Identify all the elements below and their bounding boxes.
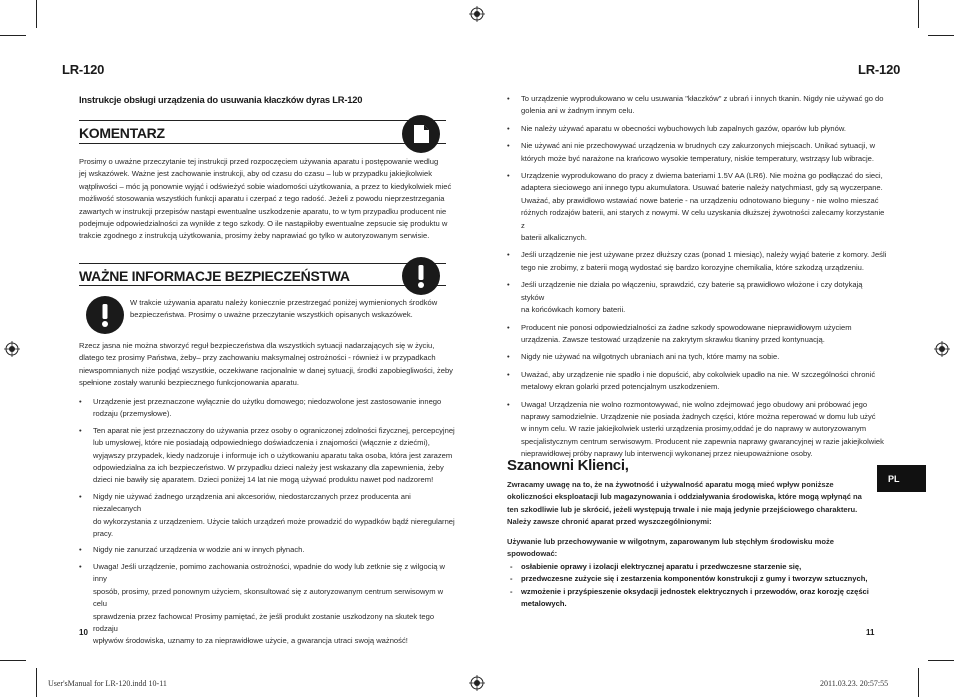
list-item-line: Ten aparat nie jest przeznaczony do używania przez osoby o ograniczonej zdolności fizycznej, percepcyjnej bbox=[93, 425, 455, 435]
list-item-line: Nigdy nie zanurzać urządzenia w wodzie ani w innych płynach. bbox=[93, 545, 305, 555]
list-item-line: Nie używać ani nie przechowywać urządzenia w brudnych czy zakurzonych miejscach. Unikać sytuacji, w bbox=[521, 141, 876, 151]
warning-line: W trakcie używania aparatu należy koniecznie przestrzegać poniżej wymienionych środków bbox=[130, 298, 438, 307]
manual-title: Instrukcje obsługi urządzenia do usuwania kłaczków dyras LR-120 bbox=[79, 94, 363, 105]
safety-heading: WAŻNE INFORMACJE BEZPIECZEŃSTWA bbox=[79, 268, 350, 284]
general-line: niewspomnianych niże podjąć wszystkie, oczekiwane racjonalnie w danej sytuacji, środki zapobiegliwości, żeby bbox=[79, 365, 453, 375]
list-item-line: różnych rodzajów baterii, ani starych z nowymi. W celu uzyskania dłuższej żywotności zalecamy korzystanie z bbox=[521, 208, 885, 230]
storage-text bbox=[507, 536, 834, 561]
document-icon bbox=[402, 115, 440, 153]
dash-list bbox=[507, 561, 887, 611]
general-line: Rzecz jasna nie można stworzyć reguł bezpieczeństwa dla wszystkich sytuacji nadarzających się w życiu, bbox=[79, 341, 435, 350]
customers-line: okoliczności eksploatacji lub magazynowania i oddziaływania środowiska, które mogą wpłynąć na bbox=[507, 492, 862, 502]
list-item-line: urządzenia. Zawsze testować urządzenie na zakrytym skrawku tkaniny przed kontynuacją. bbox=[521, 334, 825, 344]
list-item-line: metalowych. bbox=[521, 599, 567, 609]
right-bullet-list bbox=[507, 93, 887, 461]
list-item-line: Uważać, aby prawidłowo wstawiać nowe baterie - na urządzeniu odnotowano bieguny - nie wolno mieszać bbox=[521, 195, 879, 205]
footer-file: User'sManual for LR-120.indd 10-11 bbox=[48, 679, 167, 688]
list-item-line: na końcówkach komory baterii. bbox=[521, 305, 626, 315]
divider bbox=[79, 285, 446, 286]
comment-line: podejmuje odpowiedzialności za wynikłe z tego szkody. O ile nastąpiłoby ewentualne zepsucie się produktu w bbox=[79, 219, 448, 229]
customers-heading: Szanowni Klienci, bbox=[507, 457, 629, 474]
list-item-line: Jeśli urządzenie nie działa po włączeniu, sprawdzić, czy baterie są prawidłowo włożone i czy dotykają styków bbox=[521, 280, 863, 302]
list-item-line: To urządzenie wyprodukowano w celu usuwania "kłaczków" z ubrań i innych tkanin. Nigdy nie używać go do bbox=[521, 94, 884, 103]
crop-mark bbox=[0, 35, 26, 36]
list-item-line: lub umysłowej, które nie posiadają odpowiedniego doświadczenia i znajomości (włącznie z dziećmi), bbox=[93, 438, 430, 448]
list-item-line: których może być narażone na krańcowo wysokie temperatury, niskie temperatury, wstrząsy lub wibracje. bbox=[521, 153, 874, 163]
comment-line: jej wskazówek. Ważne jest zachowanie instrukcji, aby od czasu do czasu – lub w przypadku jakiejkolwiek bbox=[79, 169, 432, 179]
list-item: • Jeśli urządzenie nie jest używane przez dłuższy czas (ponad 1 miesiąc), należy wyjąć baterie z komory. Jeśli tego nie zrobimy, z baterii mogą wydostać się bardzo korozyjne chemikalia, które szkodzą urządzeniu. bbox=[507, 249, 887, 274]
footer-timestamp: 2011.03.23. 20:57:55 bbox=[820, 679, 889, 688]
list-item-line: wpływów środowiska, uznamy to za nieprawidłowe użycie, a gwarancja utraci swoją ważność! bbox=[93, 636, 408, 646]
crop-mark bbox=[918, 0, 919, 28]
storage-line: Używanie lub przechowywanie w wilgotnym, zaparowanym lub stęchłym środowisku może bbox=[507, 537, 835, 546]
warning-text bbox=[130, 297, 437, 322]
list-item: • Nigdy nie używać na wilgotnych ubraniach ani na tych, które mamy na sobie. bbox=[507, 351, 887, 363]
model-label: LR-120 bbox=[62, 62, 105, 77]
general-text bbox=[79, 340, 453, 390]
registration-mark-icon bbox=[934, 341, 950, 357]
registration-mark-icon bbox=[469, 675, 485, 691]
list-item: • Nie używać ani nie przechowywać urządzenia w brudnych czy zakurzonych miejscach. Unikać sytuacji, w których może być narażone na krańcowo wysokie temperatury, niskie temperatury, wstrząsy lub wibracje. bbox=[507, 140, 887, 165]
list-item: • Jeśli urządzenie nie działa po włączeniu, sprawdzić, czy baterie są prawidłowo włożone i czy dotykają styków na końcówkach komory baterii. bbox=[507, 279, 887, 316]
list-item-line: Urządzenie jest przeznaczone wyłącznie do użytku domowego; niedozwolone jest zastosowanie innego bbox=[93, 397, 442, 406]
list-item-line: naprawy samodzielnie. Urządzenie nie posiada żadnych części, które można reperować w domu lub użyć bbox=[521, 411, 876, 421]
divider bbox=[79, 263, 446, 264]
storage-line: spowodować: bbox=[507, 549, 558, 559]
list-item-line: do wykorzystania z urządzeniem. Użycie takich urządzeń może prowadzić do wypadków bądź nieregularnej bbox=[93, 516, 455, 526]
list-item: • Uważać, aby urządzenie nie spadło i nie dopuścić, aby cokolwiek upadło na nie. W szczególności chronić metalowy ekran golarki przed potencjalnym uszkodzeniem. bbox=[507, 369, 887, 394]
list-item-line: pracy. bbox=[93, 529, 114, 539]
list-item-line: sposób, prosimy, przed ponownym użyciem, skonsultować się z autoryzowanym centrum serwisowym w celu bbox=[93, 586, 444, 609]
list-item-line: Uważać, aby urządzenie nie spadło i nie dopuścić, aby cokolwiek upadło na nie. W szczególności chronić bbox=[521, 369, 876, 379]
list-item-line: rodzaju (przemysłowe). bbox=[93, 409, 172, 419]
comment-line: zawartych w instrukcji przepisów nastąpi ewentualne uszkodzenie aparatu, to w tym przypadku producent nie bbox=[79, 206, 447, 216]
list-item-line: Urządzenie wyprodukowano do pracy z dwiema bateriami 1.5V AA (LR6). Nie można go podłączać do sieci, bbox=[521, 171, 883, 181]
comment-line: Prosimy o uważne przeczytanie tej instrukcji przed rozpoczęciem używania aparatu i postępowanie wedlug bbox=[79, 157, 439, 166]
comment-line: wątpliwości – móc ją ponownie wyjąć i odświeżyć sobie wiadomości użytkowania, a przez to kiedykolwiek mieć bbox=[79, 181, 452, 191]
list-item: • Urządzenie wyprodukowano do pracy z dwiema bateriami 1.5V AA (LR6). Nie można go podłączać do sieci, adaptera sieciowego ani innego typu akumulatora. Usuwać baterie należy natychmiast, gdy są wyczerpane. Uważać, aby prawidłowo wstawiać nowe baterie - na urządzeniu odnotowano bieguny - nie wolno mieszać różnych rodzajów baterii, ani starych z nowymi. W celu uzyskania dłuższej żywotności zalecamy korzystanie z baterii alkalicznych. bbox=[507, 170, 887, 244]
customers-line: ten szkodliwie lub je skrócić, jeżeli występują trwale i nie mają jedynie przejściowego charakteru. bbox=[507, 504, 858, 514]
page-number: 10 bbox=[79, 628, 88, 637]
divider bbox=[79, 143, 446, 144]
comment-text bbox=[79, 156, 451, 243]
comment-line: trakcie zgodnego z instrukcją użytkowania, prosimy żeby naprawiać go tylko w autoryzowanym serwisie. bbox=[79, 231, 430, 241]
list-item-line: odpowiedzialna za ich bezpieczeństwo. W przypadku dzieci należy jest wskazany dla zapewnienia, żeby bbox=[93, 463, 444, 473]
model-label: LR-120 bbox=[858, 62, 901, 77]
left-bullet-list bbox=[79, 396, 459, 648]
crop-mark bbox=[36, 0, 37, 28]
list-item: • Uwaga! Urządzenia nie wolno rozmontowywać, nie wolno zdejmować jego obudowy ani próbować jego naprawy samodzielnie. Urządzenie nie posiada żadnych części, które można reperować w domu lub użyć w innym celu. W razie jakiejkolwiek usterki urządzenia prosimy,oddać je do naprawy w autoryzowanym specjalistycznym centrum serwisowym. Producent nie zapewnia naprawy gwarancyjnej w razie jakiejkolwiek nieprawidłowej próby naprawy lub interwencji wykonanej przez nieupoważnione osoby. bbox=[507, 399, 887, 461]
list-item-line: osłabienie oprawy i izolacji elektrycznej aparatu i przedwczesne starzenie się, bbox=[521, 562, 802, 571]
list-item: • Nie należy używać aparatu w obecności wybuchowych lub zapalnych gazów, oparów lub płynów. bbox=[507, 123, 887, 135]
comment-line: możliwość stosowania wszystkich funkcji aparatu i czerpać z tego radość. Jeżeli z powodu nieprzestrzegania bbox=[79, 194, 445, 204]
exclamation-icon bbox=[402, 257, 440, 295]
list-item-line: Nie należy używać aparatu w obecności wybuchowych lub zapalnych gazów, oparów lub płynów. bbox=[521, 123, 847, 133]
customers-line: Zwracamy uwagę na to, że na żywotność i używalność aparatu mogą mieć wpływ poniższe bbox=[507, 480, 834, 489]
page-number: 11 bbox=[866, 628, 875, 637]
comment-heading: KOMENTARZ bbox=[79, 125, 165, 141]
crop-mark bbox=[928, 35, 954, 36]
list-item-line: specjalistycznym centrum serwisowym. Producent nie zapewnia naprawy gwarancyjnej w razie jakiejkolwiek bbox=[521, 436, 884, 446]
list-item: • Nigdy nie używać żadnego urządzenia ani akcesoriów, niedostarczanych przez producenta ani niezalecanych do wykorzystania z urządzeniem. Użycie takich urządzeń może prowadzić do wypadków bądź nieregularnej pracy. bbox=[79, 491, 459, 541]
list-item: • Ten aparat nie jest przeznaczony do używania przez osoby o ograniczonej zdolności fizycznej, percepcyjnej lub umysłowej, które nie posiadają odpowiedniego doświadczenia i znajomości (włącznie z dziećmi), wyjąwszy przypadek, kiedy nadzoruje i informuje ich o użytkowaniu aparatu taka osoba, która jest zarazem odpowiedzialna za ich bezpieczeństwo. W przypadku dzieci należy jest wskazany dla zapewnienia, żeby dzieci nie bawiły się aparatem. Dzieci poniżej 14 lat nie mogą używać produktu nawet pod nadzorem! bbox=[79, 425, 459, 487]
list-item: - osłabienie oprawy i izolacji elektrycznej aparatu i przedwczesne starzenie się, bbox=[510, 562, 802, 571]
general-line: spełnione zostały warunki bezpiecznego funkcjonowania aparatu. bbox=[79, 378, 299, 388]
general-line: dlatego tez prosimy Państwa, żeby– przy zachowaniu maksymalnej ostrożności - również i w przypadkach bbox=[79, 353, 436, 363]
crop-mark bbox=[918, 668, 919, 697]
list-item-line: nieprawidłowej próby naprawy lub interwencji wykonanej przez nieupoważnione osoby. bbox=[521, 449, 813, 459]
list-item: • Producent nie ponosi odpowiedzialności za żadne szkody spowodowane nieprawidłowym użyciem urządzenia. Zawsze testować urządzenie na zakrytym skrawku tkaniny przed kontynuacją. bbox=[507, 322, 887, 347]
list-item-line: wzmożenie i przyśpieszenie oksydacji jednostek elektrycznych i przewodów, oraz korozję części bbox=[521, 586, 869, 596]
list-item-line: metalowy ekran golarki przed potencjalnym uszkodzeniem. bbox=[521, 382, 720, 392]
list-item-line: wyjąwszy przypadek, kiedy nadzoruje i informuje ich o użytkowaniu aparatu taka osoba, która jest zarazem bbox=[93, 450, 453, 460]
divider bbox=[79, 120, 446, 121]
registration-mark-icon bbox=[4, 341, 20, 357]
list-item-line: Nigdy nie używać na wilgotnych ubraniach ani na tych, które mamy na sobie. bbox=[521, 352, 780, 362]
crop-mark bbox=[36, 668, 37, 697]
list-item-line: golenia ani w żadnym innym celu. bbox=[521, 106, 635, 116]
crop-mark bbox=[928, 660, 954, 661]
language-tab: PL bbox=[877, 465, 926, 492]
warning-icon bbox=[86, 296, 124, 334]
list-item-line: dzieci nie bawiły się aparatem. Dzieci poniżej 14 lat nie mogą używać produktu nawet pod nadzorem! bbox=[93, 475, 434, 485]
list-item-line: przedwczesne zużycie się i zestarzenia komponentów konstrukcji z gumy i tworzyw sztucznych, bbox=[521, 574, 868, 584]
list-item: - wzmożenie i przyśpieszenie oksydacji jednostek elektrycznych i przewodów, oraz korozję części metalowych. bbox=[510, 586, 869, 609]
list-item: • Urządzenie jest przeznaczone wyłącznie do użytku domowego; niedozwolone jest zastosowanie innego rodzaju (przemysłowe). bbox=[79, 396, 459, 421]
customers-line: Należy zawsze chronić aparat przed wyszczególnionymi: bbox=[507, 517, 712, 527]
list-item-line: sprawdzenia przez fachowca! Prosimy pamiętać, że jeśli produkt zostanie uszkodzony na skutek tego rodzaju bbox=[93, 611, 435, 633]
list-item: • To urządzenie wyprodukowano w celu usuwania "kłaczków" z ubrań i innych tkanin. Nigdy nie używać go do golenia ani w żadnym innym celu. bbox=[507, 93, 887, 118]
customers-text bbox=[507, 479, 862, 529]
list-item-line: Nigdy nie używać żadnego urządzenia ani akcesoriów, niedostarczanych przez producenta ani niezalecanych bbox=[93, 491, 411, 514]
list-item-line: baterii alkalicznych. bbox=[521, 233, 587, 243]
list-item-line: Jeśli urządzenie nie jest używane przez dłuższy czas (ponad 1 miesiąc), należy wyjąć baterie z komory. Jeśli bbox=[521, 250, 887, 260]
list-item: - przedwczesne zużycie się i zestarzenia komponentów konstrukcji z gumy i tworzyw sztucznych, bbox=[510, 574, 868, 584]
list-item-line: tego nie zrobimy, z baterii mogą wydostać się bardzo korozyjne chemikalia, które szkodzą urządzeniu. bbox=[521, 262, 865, 272]
list-item-line: adaptera sieciowego ani innego typu akumulatora. Usuwać baterie należy natychmiast, gdy są wyczerpane. bbox=[521, 183, 883, 193]
warning-line: bezpieczeństwa. Prosimy o uważne przeczytanie wszystkich opisanych wskazówek. bbox=[130, 310, 413, 320]
list-item: • Nigdy nie zanurzać urządzenia w wodzie ani w innych płynach. bbox=[79, 544, 459, 556]
registration-mark-icon bbox=[469, 6, 485, 22]
list-item-line: Producent nie ponosi odpowiedzialności za żadne szkody spowodowane nieprawidłowym użyciem bbox=[521, 322, 852, 332]
list-item-line: w innym celu. W razie jakiejkolwiek usterki urządzenia prosimy,oddać je do naprawy w autoryzowanym bbox=[521, 424, 867, 434]
list-item: • Uwaga! Jeśli urządzenie, pomimo zachowania ostrożności, wpadnie do wody lub zetknie się z wilgocią w inny sposób, prosimy, przed ponownym użyciem, skonsultować się z autoryzowanym centrum serwisowym w celu sprawdzenia przez fachowca! Prosimy pamiętać, że jeśli produkt zostanie uszkodzony na skutek tego rodzaju wpływów środowiska, uznamy to za nieprawidłowe użycie, a gwarancja utraci swoją ważność! bbox=[79, 561, 459, 648]
list-item-line: Uwaga! Urządzenia nie wolno rozmontowywać, nie wolno zdejmować jego obudowy ani próbować jego bbox=[521, 399, 868, 409]
crop-mark bbox=[0, 660, 26, 661]
list-item-line: Uwaga! Jeśli urządzenie, pomimo zachowania ostrożności, wpadnie do wody lub zetknie się z wilgocią w inny bbox=[93, 561, 446, 584]
